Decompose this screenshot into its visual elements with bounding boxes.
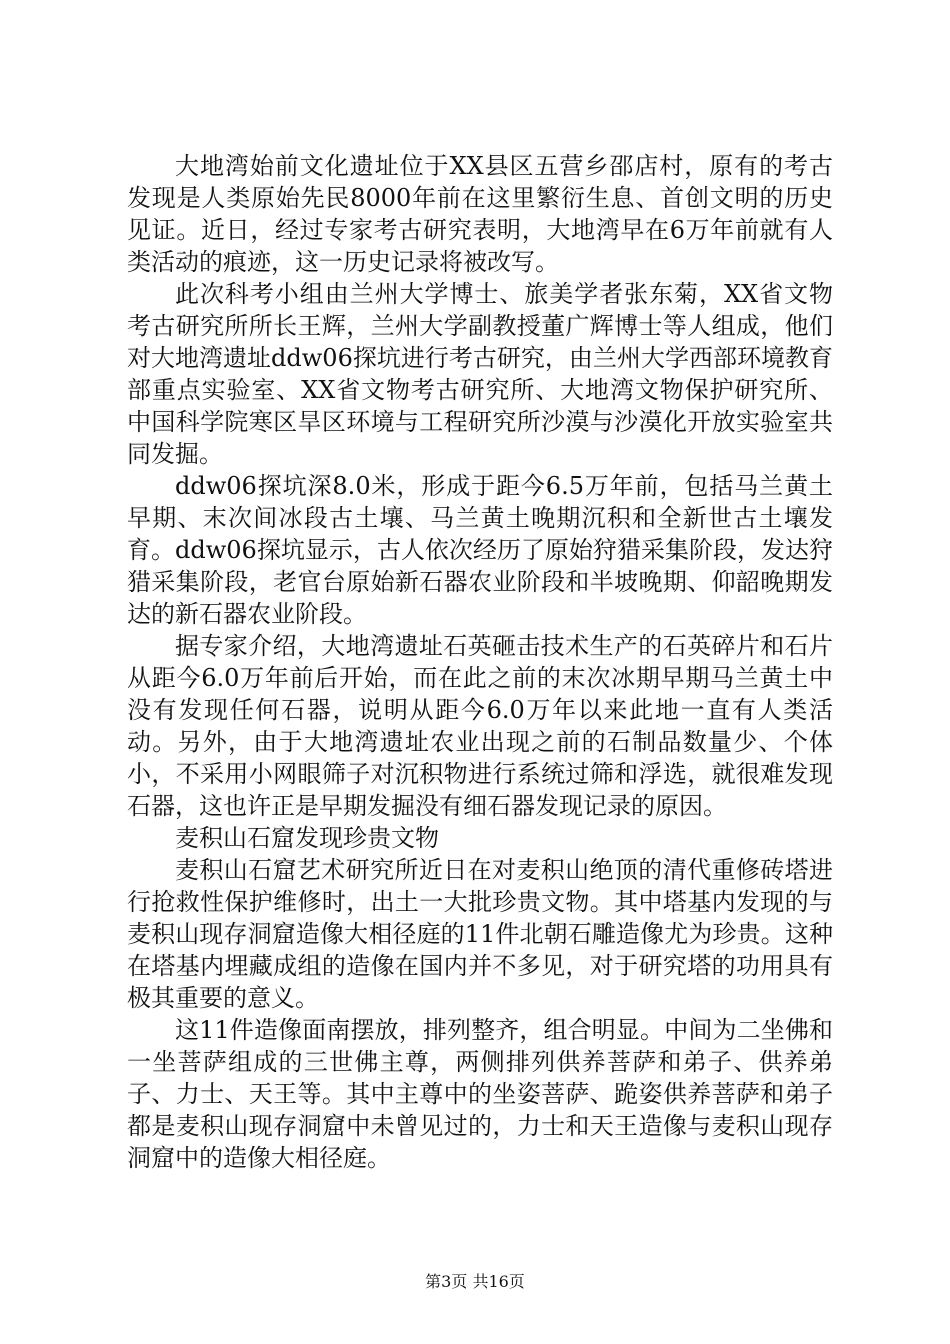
section-heading-maijishan: 麦积山石窟发现珍贵文物 (175, 824, 439, 852)
page-number-footer: 第3页 共16页 (425, 1272, 525, 1291)
paragraph-expert-intro: 据专家介绍，大地湾遗址石英砸击技术生产的石英碎片和石片从距今6.0万年前后开始，而在此之前的末次冰期早期马兰黄土中没有发现任何石器，说明从距今6.0万年以来此地一直有人类活动。另外，由于大地湾遗址农业出现之前的石制品数量少、个体小，不采用小网眼筛子对沉积物进行系统过筛和浮选，就很难发现石器，这也许正是早期发掘没有细石器发现记录的原因。 (127, 632, 833, 820)
paragraph-statue-arrangement: 这11件造像面南摆放，排列整齐，组合明显。中间为二坐佛和一坐菩萨组成的三世佛主尊，两侧排列供养菩萨和弟子、供养弟子、力士、天王等。其中主尊中的坐姿菩萨、跪姿供养菩萨和弟子都是麦积山现存洞窟中未曾见过的，力士和天王造像与麦积山现存洞窟中的造像大相径庭。 (127, 1016, 833, 1172)
document-body (127, 150, 833, 1174)
paragraph-maijishan-relics: 麦积山石窟艺术研究所近日在对麦积山绝顶的清代重修砖塔进行抢救性保护维修时，出土一大批珍贵文物。其中塔基内发现的与麦积山现存洞窟造像大相径庭的11件北朝石雕造像尤为珍贵。这种在塔基内埋藏成组的造像在国内并不多见，对于研究塔的功用具有极其重要的意义。 (127, 856, 833, 1012)
paragraph-ddw06-pit: ddw06探坑深8.0米，形成于距今6.5万年前，包括马兰黄土早期、末次间冰段古土壤、马兰黄土晚期沉积和全新世古土壤发育。ddw06探坑显示，古人依次经历了原始狩猎采集阶段，发达狩猎采集阶段，老官台原始新石器农业阶段和半坡晚期、仰韶晚期发达的新石器农业阶段。 (127, 472, 833, 628)
paragraph-research-team: 此次科考小组由兰州大学博士、旅美学者张东菊，XX省文物考古研究所所长王辉，兰州大学副教授董广辉博士等人组成，他们对大地湾遗址ddw06探坑进行考古研究，由兰州大学西部环境教育部重点实验室、XX省文物考古研究所、大地湾文物保护研究所、中国科学院寒区旱区环境与工程研究所沙漠与沙漠化开放实验室共同发掘。 (127, 280, 833, 468)
paragraph-dadiwan-intro: 大地湾始前文化遗址位于XX县区五营乡邵店村，原有的考古发现是人类原始先民8000年前在这里繁衍生息、首创文明的历史见证。近日，经过专家考古研究表明，大地湾早在6万年前就有人类活动的痕迹，这一历史记录将被改写。 (127, 152, 833, 276)
